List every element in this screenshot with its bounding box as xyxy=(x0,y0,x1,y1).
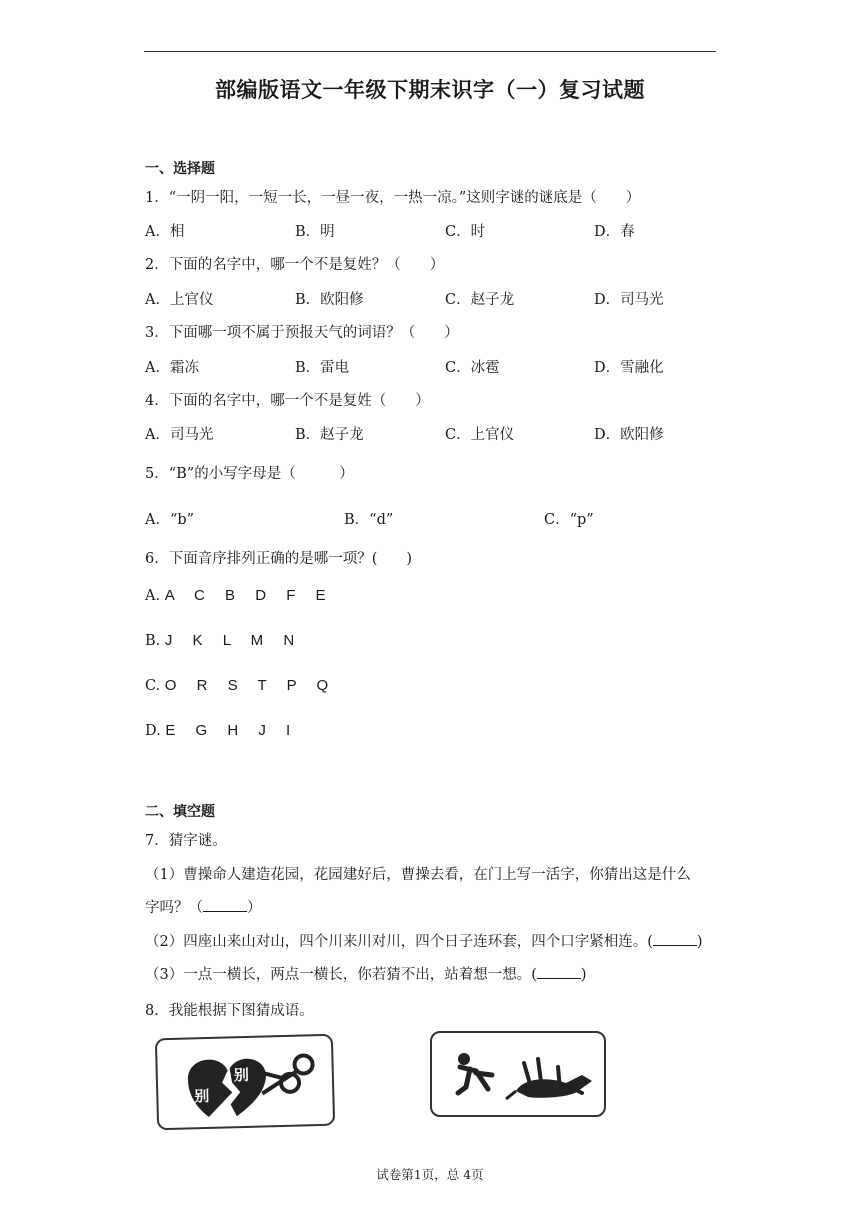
question-8-stem: 8．我能根据下图猜成语。 xyxy=(145,1003,314,1019)
q5-option-c: C．“p” xyxy=(544,512,594,528)
q7-riddle-1-line-1: （1）曹操命人建造花园，花园建好后，曹操去看，在门上写一活字，你猜出这是什么 xyxy=(145,867,691,883)
q5-option-b: B．“d” xyxy=(344,512,394,528)
question-2-stem: 2．下面的名字中，哪一个不是复姓？（ ） xyxy=(145,257,445,273)
q4-option-c: C．上官仪 xyxy=(445,427,515,443)
idiom-picture-1 xyxy=(155,1034,335,1131)
idiom-picture-2 xyxy=(430,1031,606,1117)
q7-riddle-3-suffix: ) xyxy=(580,967,587,983)
q7-riddle-3-text: （3）一点一横长，两点一横长，你若猜不出，站着想一想。( xyxy=(145,967,537,983)
q7-riddle-2-text: （2）四座山来山对山，四个川来川对川，四个日子连环套，四个口字紧相连。( xyxy=(145,934,653,950)
q6-option-a xyxy=(145,587,334,604)
q3-option-a: A．霜冻 xyxy=(145,360,199,376)
page-title: 部编版语文一年级下期末识字（一）复习试题 xyxy=(215,78,645,102)
q1-option-b: B．明 xyxy=(295,224,335,240)
q6-option-c-letters: O R S T P Q xyxy=(164,677,337,694)
q1-option-c: C．时 xyxy=(445,224,486,240)
q6-option-b xyxy=(145,632,302,649)
question-1-stem: 1．“一阴一阳，一短一长，一昼一夜，一热一凉。”这则字谜的谜底是（ ） xyxy=(145,190,641,206)
header-rule xyxy=(144,51,716,52)
q7-answer-blank-3[interactable] xyxy=(537,966,581,979)
q6-option-a-letters: A C B D F E xyxy=(164,587,334,604)
question-7-stem: 7．猜字谜。 xyxy=(145,833,227,849)
q6-option-b-label: B. xyxy=(145,633,161,649)
q6-option-a-label: A. xyxy=(145,588,161,604)
q6-option-c-label: C. xyxy=(145,678,161,694)
q6-option-b-letters: J K L M N xyxy=(164,632,303,649)
q4-option-a: A．司马光 xyxy=(145,427,214,443)
section-heading-fill: 二、填空题 xyxy=(145,804,215,820)
q3-option-d: D．雪融化 xyxy=(594,360,664,376)
q7-answer-blank-2[interactable] xyxy=(653,933,697,946)
q7-riddle-3 xyxy=(145,963,587,984)
q2-option-d: D．司马光 xyxy=(594,292,664,308)
q6-option-d-letters: E G H J I xyxy=(165,722,299,739)
q2-option-c: C．赵子龙 xyxy=(445,292,515,308)
q7-riddle-1-suffix: ） xyxy=(247,900,262,916)
question-6-stem: 6．下面音序排列正确的是哪一项？( ) xyxy=(145,551,413,567)
section-heading-choice: 一、选择题 xyxy=(145,161,215,177)
q7-answer-blank-1[interactable] xyxy=(203,899,247,912)
q3-option-b: B．雷电 xyxy=(295,360,350,376)
q6-option-d xyxy=(145,722,298,739)
q6-option-c xyxy=(145,677,336,694)
q2-option-a: A．上官仪 xyxy=(145,292,214,308)
q7-riddle-2-suffix: ) xyxy=(696,934,703,950)
question-4-stem: 4．下面的名字中，哪一个不是复姓（ ） xyxy=(145,393,430,409)
q4-option-b: B．赵子龙 xyxy=(295,427,364,443)
question-5-stem: 5．“B”的小写字母是（ ） xyxy=(145,466,354,482)
q5-option-a: A．“b” xyxy=(145,512,195,528)
q1-option-a: A．相 xyxy=(145,224,185,240)
pic1-label-left: 别 xyxy=(194,1086,210,1106)
q1-option-d: D．春 xyxy=(594,224,635,240)
q3-option-c: C．冰雹 xyxy=(445,360,500,376)
person-falling-horse-icon xyxy=(432,1033,604,1115)
q7-riddle-1-line-2 xyxy=(145,896,262,917)
pic1-label-right: 别 xyxy=(233,1065,250,1085)
q7-riddle-1-prefix: 字吗？（ xyxy=(145,900,203,916)
q4-option-d: D．欧阳修 xyxy=(594,427,664,443)
q6-option-d-label: D. xyxy=(145,723,161,739)
q2-option-b: B．欧阳修 xyxy=(295,292,364,308)
q7-riddle-2 xyxy=(145,930,703,951)
question-3-stem: 3．下面哪一项不属于预报天气的词语？（ ） xyxy=(145,325,459,341)
page-footer: 试卷第1页，总 4页 xyxy=(376,1167,484,1182)
